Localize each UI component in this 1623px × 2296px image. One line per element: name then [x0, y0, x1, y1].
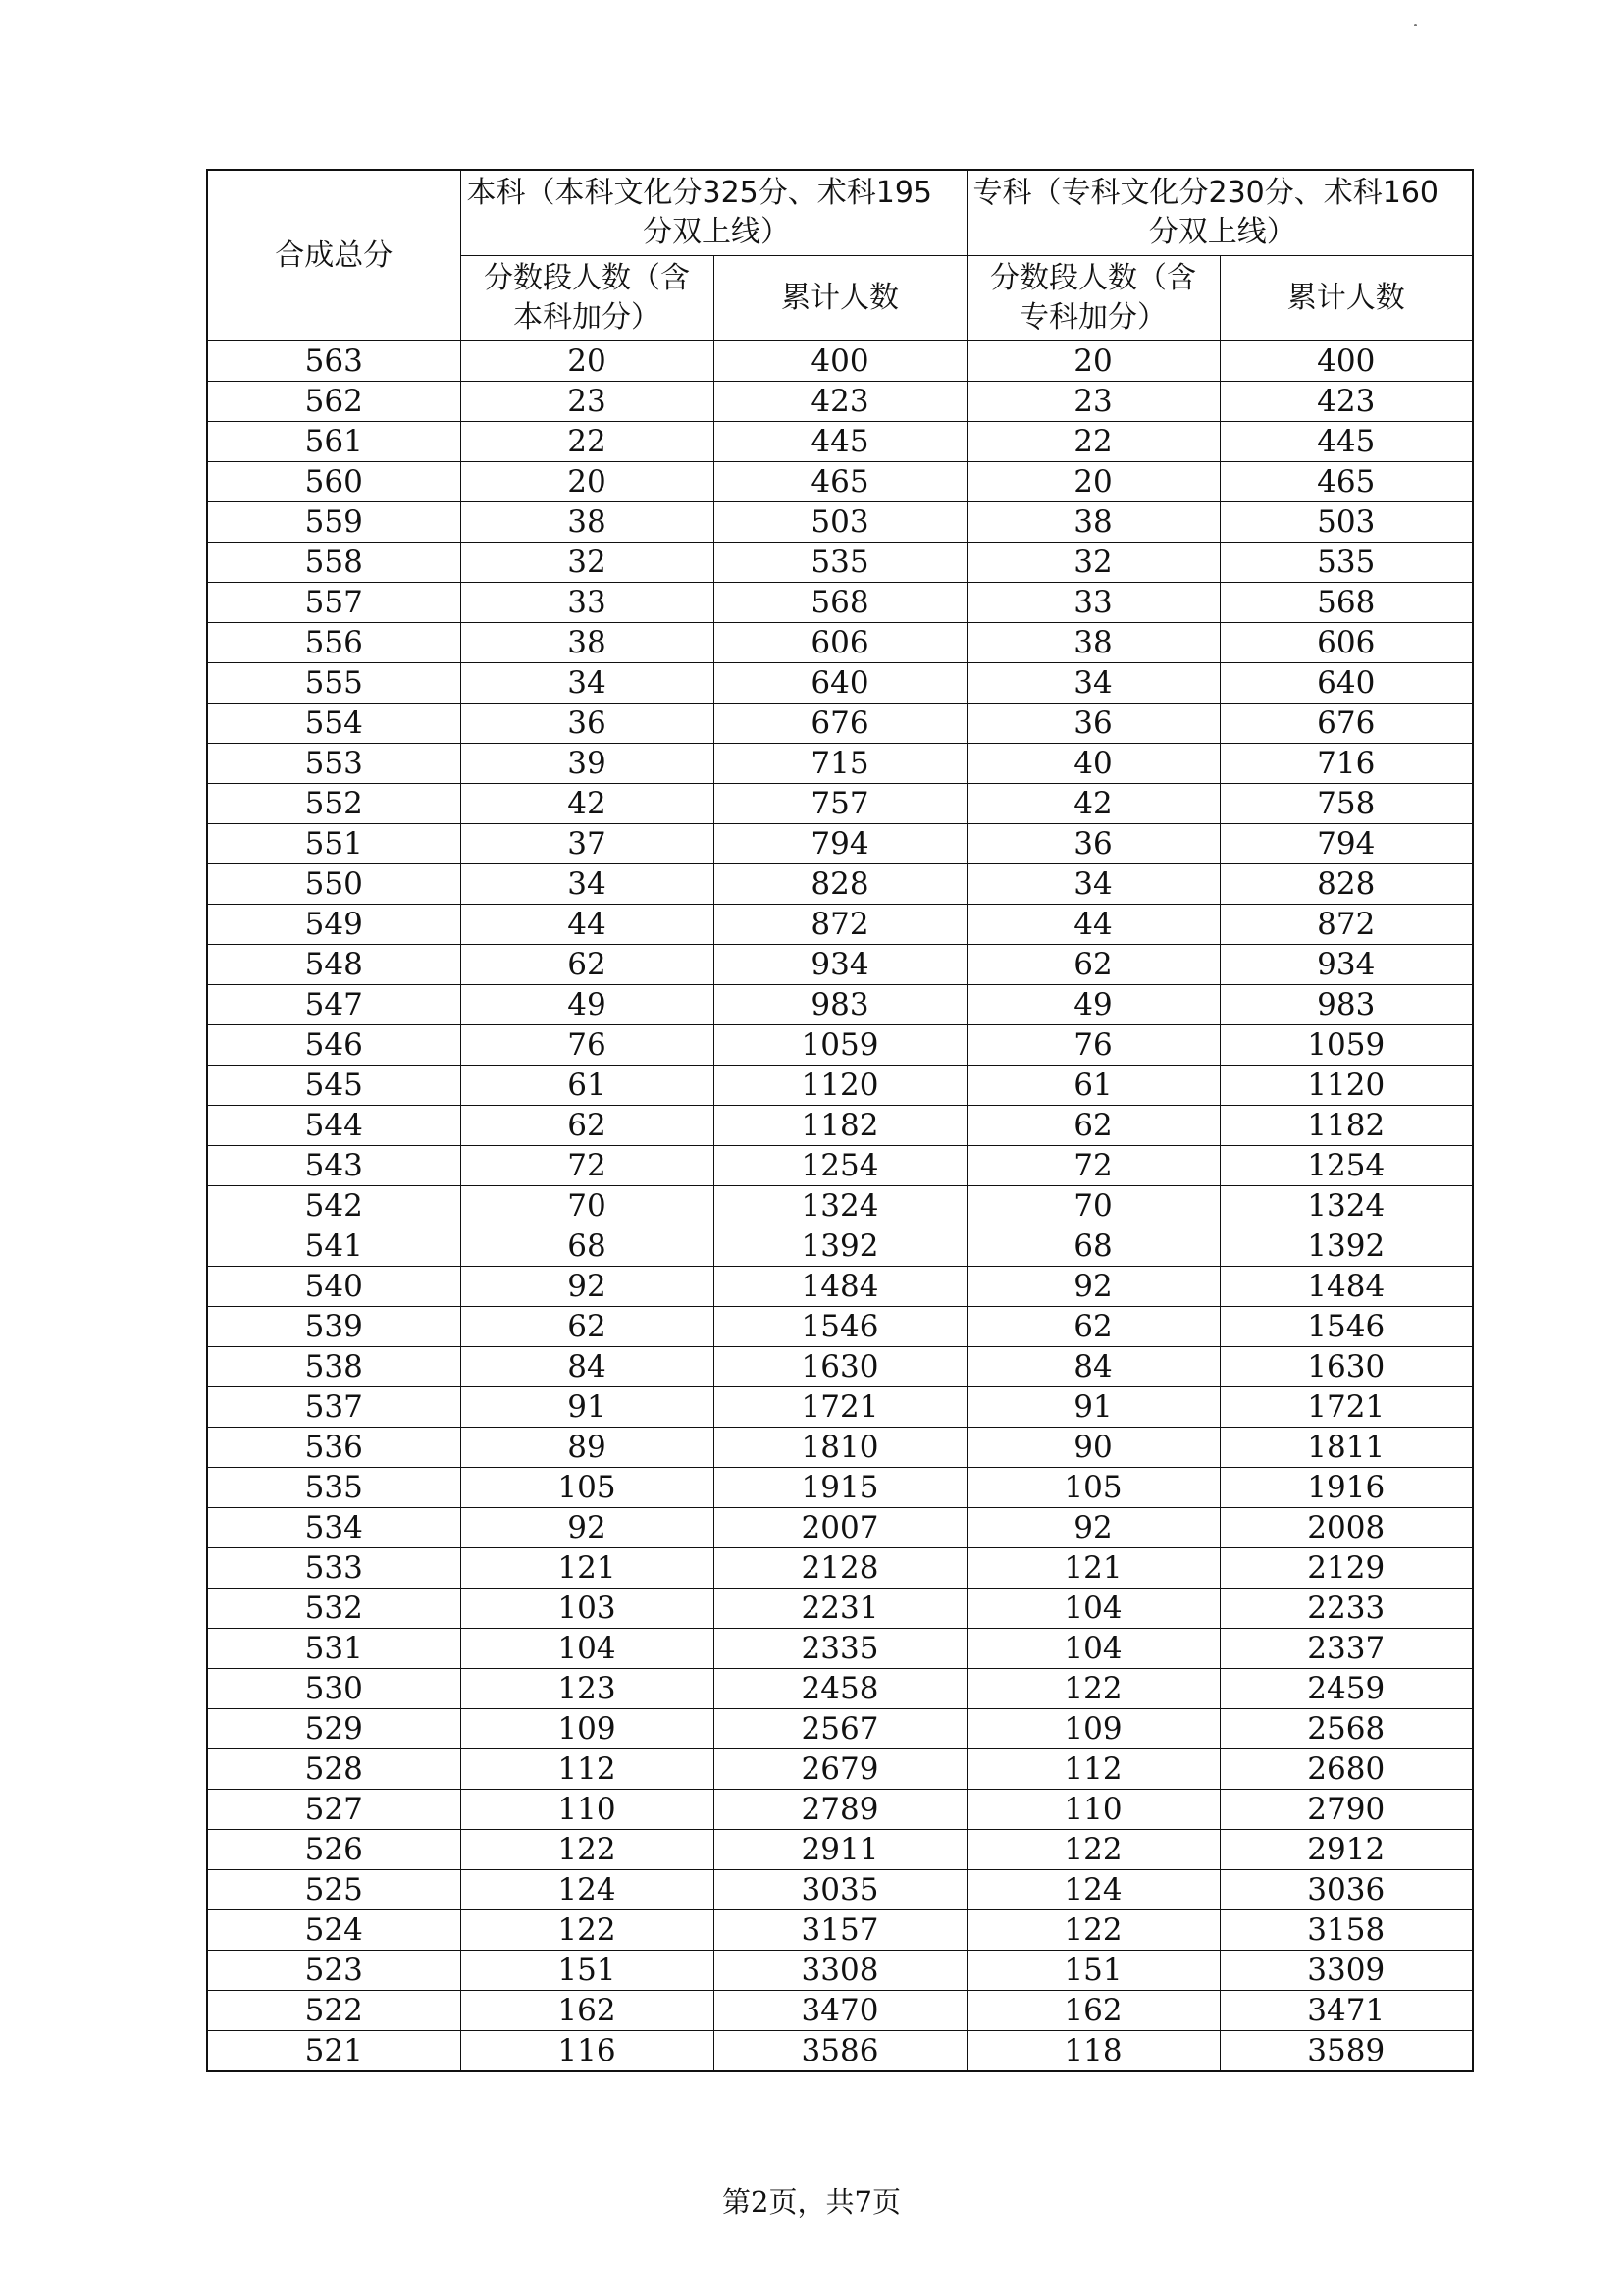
- total-score-cell: 521: [207, 2031, 460, 2072]
- junior-cumulative-cell: 1120: [1220, 1066, 1473, 1106]
- table-row: [207, 1790, 1473, 1830]
- junior-group-line2: 分双上线）: [1148, 215, 1296, 249]
- total-score-cell: 552: [207, 784, 460, 824]
- table-row: [207, 784, 1473, 824]
- undergrad-cumulative-cell: 535: [713, 543, 967, 583]
- undergrad-segment-cell: 162: [460, 1991, 713, 2031]
- undergrad-segment-cell: 34: [460, 864, 713, 905]
- junior-cumulative-cell: 3036: [1220, 1870, 1473, 1910]
- undergrad-cumulative-cell: 3157: [713, 1910, 967, 1951]
- table-row: [207, 1951, 1473, 1991]
- undergrad-cumulative-cell: 445: [713, 422, 967, 462]
- total-score-cell: 533: [207, 1548, 460, 1589]
- junior-cumulative-cell: 1721: [1220, 1387, 1473, 1428]
- undergrad-cumulative-cell: 676: [713, 704, 967, 744]
- undergrad-segment-cell: 23: [460, 382, 713, 422]
- junior-segment-cell: 92: [967, 1267, 1220, 1307]
- total-score-cell: 547: [207, 985, 460, 1025]
- junior-segment-cell: 122: [967, 1830, 1220, 1870]
- total-score-cell: 558: [207, 543, 460, 583]
- undergrad-cumulative-cell: 1915: [713, 1468, 967, 1508]
- undergrad-segment-cell: 104: [460, 1629, 713, 1669]
- total-score-cell: 532: [207, 1589, 460, 1629]
- total-score-cell: 556: [207, 623, 460, 663]
- junior-segment-cell: 151: [967, 1951, 1220, 1991]
- undergrad-segment-cell: 70: [460, 1186, 713, 1226]
- undergrad-segment-cell: 122: [460, 1910, 713, 1951]
- total-score-cell: 562: [207, 382, 460, 422]
- total-score-cell: 531: [207, 1629, 460, 1669]
- junior-cumulative-cell: 676: [1220, 704, 1473, 744]
- table-row: [207, 1709, 1473, 1749]
- table-row: [207, 1307, 1473, 1347]
- total-score-cell: 549: [207, 905, 460, 945]
- table-row: [207, 543, 1473, 583]
- junior-cumulative-cell: 934: [1220, 945, 1473, 985]
- junior-cumulative-cell: 2680: [1220, 1749, 1473, 1790]
- undergrad-segment-cell: 49: [460, 985, 713, 1025]
- table-row: [207, 1870, 1473, 1910]
- junior-cumulative-cell: 2337: [1220, 1629, 1473, 1669]
- undergrad-cumulative-cell: 3586: [713, 2031, 967, 2072]
- undergrad-cumulative-cell: 2567: [713, 1709, 967, 1749]
- total-score-cell: 528: [207, 1749, 460, 1790]
- table-row: [207, 1468, 1473, 1508]
- undergrad-cumulative-cell: 1630: [713, 1347, 967, 1387]
- table-row: [207, 1830, 1473, 1870]
- junior-segment-cell: 20: [967, 341, 1220, 382]
- junior-segment-cell: 22: [967, 422, 1220, 462]
- total-score-cell: 522: [207, 1991, 460, 2031]
- undergrad-segment-cell: 76: [460, 1025, 713, 1066]
- junior-cumulative-cell: 2129: [1220, 1548, 1473, 1589]
- junior-segment-cell: 34: [967, 864, 1220, 905]
- junior-segment-cell: 34: [967, 663, 1220, 704]
- junior-cumulative-cell: 3589: [1220, 2031, 1473, 2072]
- total-score-cell: 540: [207, 1267, 460, 1307]
- table-row: [207, 462, 1473, 502]
- undergrad-segment-cell: 123: [460, 1669, 713, 1709]
- undergrad-cumulative-header: 累计人数: [713, 256, 967, 341]
- junior-cumulative-cell: 2568: [1220, 1709, 1473, 1749]
- junior-segment-cell: 42: [967, 784, 1220, 824]
- undergrad-cumulative-cell: 1392: [713, 1226, 967, 1267]
- total-score-cell: 527: [207, 1790, 460, 1830]
- total-score-cell: 553: [207, 744, 460, 784]
- junior-cumulative-cell: 445: [1220, 422, 1473, 462]
- junior-cumulative-cell: 1630: [1220, 1347, 1473, 1387]
- junior-segment-cell: 104: [967, 1589, 1220, 1629]
- undergrad-segment-cell: 62: [460, 1106, 713, 1146]
- junior-segment-cell: 162: [967, 1991, 1220, 2031]
- undergrad-segment-cell: 22: [460, 422, 713, 462]
- junior-segment-cell: 90: [967, 1428, 1220, 1468]
- undergrad-segment-cell: 62: [460, 1307, 713, 1347]
- table-row: [207, 1910, 1473, 1951]
- total-score-cell: 537: [207, 1387, 460, 1428]
- table-row: [207, 1025, 1473, 1066]
- junior-segment-cell: 112: [967, 1749, 1220, 1790]
- undergrad-segment-cell: 72: [460, 1146, 713, 1186]
- undergrad-segment-cell: 103: [460, 1589, 713, 1629]
- junior-cumulative-cell: 535: [1220, 543, 1473, 583]
- score-distribution-table: [206, 169, 1474, 2072]
- junior-segment-cell: 104: [967, 1629, 1220, 1669]
- undergrad-segment-cell: 109: [460, 1709, 713, 1749]
- undergrad-segment-cell: 34: [460, 663, 713, 704]
- undergrad-cumulative-cell: 2335: [713, 1629, 967, 1669]
- junior-segment-cell: 49: [967, 985, 1220, 1025]
- undergrad-segment-header: [460, 256, 713, 341]
- score-column-header: 合成总分: [207, 170, 460, 341]
- undergrad-group-line1: 本科（本科文化分325分、术科195: [466, 176, 933, 210]
- junior-segment-cell: 36: [967, 824, 1220, 864]
- table-row: [207, 1589, 1473, 1629]
- junior-cumulative-cell: 758: [1220, 784, 1473, 824]
- junior-cumulative-cell: 716: [1220, 744, 1473, 784]
- undergrad-cumulative-cell: 2007: [713, 1508, 967, 1548]
- junior-segment-cell: 92: [967, 1508, 1220, 1548]
- total-score-cell: 523: [207, 1951, 460, 1991]
- total-score-cell: 548: [207, 945, 460, 985]
- undergrad-cumulative-cell: 568: [713, 583, 967, 623]
- undergrad-cumulative-cell: 1484: [713, 1267, 967, 1307]
- junior-cumulative-cell: 606: [1220, 623, 1473, 663]
- table-row: [207, 1428, 1473, 1468]
- total-score-cell: 554: [207, 704, 460, 744]
- total-score-cell: 544: [207, 1106, 460, 1146]
- undergrad-cumulative-cell: 828: [713, 864, 967, 905]
- undergrad-cumulative-cell: 1324: [713, 1186, 967, 1226]
- undergrad-segment-cell: 32: [460, 543, 713, 583]
- undergrad-segment-cell: 20: [460, 462, 713, 502]
- undergrad-segment-cell: 89: [460, 1428, 713, 1468]
- junior-segment-cell: 61: [967, 1066, 1220, 1106]
- undergrad-cumulative-cell: 983: [713, 985, 967, 1025]
- junior-segment-cell: 62: [967, 945, 1220, 985]
- junior-segment-cell: 38: [967, 502, 1220, 543]
- table-row: [207, 985, 1473, 1025]
- junior-segment-cell: 121: [967, 1548, 1220, 1589]
- undergrad-segment-cell: 68: [460, 1226, 713, 1267]
- undergrad-cumulative-cell: 1254: [713, 1146, 967, 1186]
- junior-cumulative-cell: 828: [1220, 864, 1473, 905]
- undergrad-segment-cell: 44: [460, 905, 713, 945]
- junior-segment-cell: 20: [967, 462, 1220, 502]
- undergrad-segment-cell: 116: [460, 2031, 713, 2072]
- undergrad-segment-line2: 本科加分）: [513, 300, 660, 335]
- undergrad-cumulative-cell: 2128: [713, 1548, 967, 1589]
- junior-segment-header: [967, 256, 1220, 341]
- junior-cumulative-cell: 1546: [1220, 1307, 1473, 1347]
- table-row: [207, 341, 1473, 382]
- junior-segment-cell: 40: [967, 744, 1220, 784]
- junior-cumulative-cell: 1059: [1220, 1025, 1473, 1066]
- junior-cumulative-cell: 2790: [1220, 1790, 1473, 1830]
- undergrad-segment-cell: 151: [460, 1951, 713, 1991]
- junior-group-header: [967, 170, 1473, 256]
- junior-cumulative-cell: 1392: [1220, 1226, 1473, 1267]
- table-row: [207, 1629, 1473, 1669]
- junior-cumulative-cell: 983: [1220, 985, 1473, 1025]
- total-score-cell: 542: [207, 1186, 460, 1226]
- undergrad-segment-cell: 92: [460, 1267, 713, 1307]
- junior-cumulative-cell: 503: [1220, 502, 1473, 543]
- table-row: [207, 1991, 1473, 2031]
- total-score-cell: 535: [207, 1468, 460, 1508]
- table-row: [207, 583, 1473, 623]
- undergrad-cumulative-cell: 3308: [713, 1951, 967, 1991]
- table-row: [207, 1106, 1473, 1146]
- total-score-cell: 551: [207, 824, 460, 864]
- undergrad-segment-cell: 38: [460, 502, 713, 543]
- junior-cumulative-cell: 640: [1220, 663, 1473, 704]
- table-row: [207, 1267, 1473, 1307]
- undergrad-segment-cell: 92: [460, 1508, 713, 1548]
- junior-cumulative-cell: 1484: [1220, 1267, 1473, 1307]
- undergrad-cumulative-cell: 640: [713, 663, 967, 704]
- undergrad-cumulative-cell: 872: [713, 905, 967, 945]
- undergrad-segment-cell: 36: [460, 704, 713, 744]
- undergrad-cumulative-cell: 1059: [713, 1025, 967, 1066]
- undergrad-cumulative-cell: 2458: [713, 1669, 967, 1709]
- undergrad-segment-cell: 38: [460, 623, 713, 663]
- undergrad-cumulative-cell: 1810: [713, 1428, 967, 1468]
- total-score-cell: 538: [207, 1347, 460, 1387]
- junior-cumulative-cell: 1182: [1220, 1106, 1473, 1146]
- undergrad-cumulative-cell: 606: [713, 623, 967, 663]
- undergrad-segment-cell: 112: [460, 1749, 713, 1790]
- junior-segment-cell: 38: [967, 623, 1220, 663]
- table-row: [207, 1066, 1473, 1106]
- undergrad-cumulative-cell: 465: [713, 462, 967, 502]
- undergrad-segment-cell: 84: [460, 1347, 713, 1387]
- junior-cumulative-cell: 1811: [1220, 1428, 1473, 1468]
- junior-segment-cell: 122: [967, 1910, 1220, 1951]
- header-row-1: [207, 170, 1473, 256]
- total-score-cell: 543: [207, 1146, 460, 1186]
- total-score-cell: 530: [207, 1669, 460, 1709]
- undergrad-cumulative-cell: 794: [713, 824, 967, 864]
- junior-segment-cell: 91: [967, 1387, 1220, 1428]
- undergrad-cumulative-cell: 503: [713, 502, 967, 543]
- undergrad-cumulative-cell: 423: [713, 382, 967, 422]
- table-row: [207, 1749, 1473, 1790]
- table-row: [207, 744, 1473, 784]
- junior-segment-cell: 105: [967, 1468, 1220, 1508]
- junior-cumulative-header: 累计人数: [1220, 256, 1473, 341]
- table-row: [207, 1508, 1473, 1548]
- undergrad-cumulative-cell: 2679: [713, 1749, 967, 1790]
- junior-segment-cell: 76: [967, 1025, 1220, 1066]
- total-score-cell: 560: [207, 462, 460, 502]
- total-score-cell: 563: [207, 341, 460, 382]
- undergrad-segment-cell: 105: [460, 1468, 713, 1508]
- table-body: [207, 341, 1473, 2072]
- table-row: [207, 945, 1473, 985]
- junior-segment-line1: 分数段人数（含: [990, 261, 1196, 295]
- undergrad-segment-cell: 20: [460, 341, 713, 382]
- junior-segment-cell: 44: [967, 905, 1220, 945]
- total-score-cell: 524: [207, 1910, 460, 1951]
- undergrad-cumulative-cell: 3035: [713, 1870, 967, 1910]
- undergrad-cumulative-cell: 757: [713, 784, 967, 824]
- undergrad-segment-cell: 121: [460, 1548, 713, 1589]
- total-score-cell: 550: [207, 864, 460, 905]
- undergrad-cumulative-cell: 1546: [713, 1307, 967, 1347]
- page-number: 第2页，共7页: [722, 2185, 901, 2218]
- table-row: [207, 824, 1473, 864]
- table-row: [207, 704, 1473, 744]
- table-row: [207, 422, 1473, 462]
- undergrad-cumulative-cell: 3470: [713, 1991, 967, 2031]
- table-row: [207, 1226, 1473, 1267]
- junior-segment-cell: 109: [967, 1709, 1220, 1749]
- table-row: [207, 864, 1473, 905]
- junior-cumulative-cell: 2233: [1220, 1589, 1473, 1629]
- junior-segment-cell: 62: [967, 1307, 1220, 1347]
- junior-cumulative-cell: 1254: [1220, 1146, 1473, 1186]
- junior-cumulative-cell: 1324: [1220, 1186, 1473, 1226]
- total-score-cell: 559: [207, 502, 460, 543]
- junior-segment-line2: 专科加分）: [1020, 300, 1167, 335]
- table-row: [207, 623, 1473, 663]
- undergrad-group-header: [460, 170, 967, 256]
- total-score-cell: 529: [207, 1709, 460, 1749]
- total-score-cell: 539: [207, 1307, 460, 1347]
- table-row: [207, 382, 1473, 422]
- table-header: [207, 170, 1473, 341]
- junior-cumulative-cell: 872: [1220, 905, 1473, 945]
- undergrad-segment-cell: 110: [460, 1790, 713, 1830]
- junior-segment-cell: 32: [967, 543, 1220, 583]
- undergrad-cumulative-cell: 1721: [713, 1387, 967, 1428]
- junior-cumulative-cell: 2008: [1220, 1508, 1473, 1548]
- undergrad-cumulative-cell: 1120: [713, 1066, 967, 1106]
- undergrad-segment-cell: 62: [460, 945, 713, 985]
- junior-segment-cell: 70: [967, 1186, 1220, 1226]
- total-score-cell: 536: [207, 1428, 460, 1468]
- table-row: [207, 663, 1473, 704]
- undergrad-group-line2: 分双上线）: [643, 215, 790, 249]
- undergrad-segment-cell: 42: [460, 784, 713, 824]
- total-score-cell: 545: [207, 1066, 460, 1106]
- junior-segment-cell: 36: [967, 704, 1220, 744]
- total-score-cell: 557: [207, 583, 460, 623]
- undergrad-cumulative-cell: 715: [713, 744, 967, 784]
- total-score-cell: 555: [207, 663, 460, 704]
- table-row: [207, 1347, 1473, 1387]
- table-row: [207, 2031, 1473, 2072]
- undergrad-segment-cell: 91: [460, 1387, 713, 1428]
- table-row: [207, 502, 1473, 543]
- junior-cumulative-cell: 400: [1220, 341, 1473, 382]
- undergrad-segment-cell: 39: [460, 744, 713, 784]
- undergrad-segment-cell: 124: [460, 1870, 713, 1910]
- junior-cumulative-cell: 1916: [1220, 1468, 1473, 1508]
- junior-segment-cell: 122: [967, 1669, 1220, 1709]
- total-score-cell: 526: [207, 1830, 460, 1870]
- total-score-cell: 546: [207, 1025, 460, 1066]
- junior-cumulative-cell: 794: [1220, 824, 1473, 864]
- junior-cumulative-cell: 3309: [1220, 1951, 1473, 1991]
- undergrad-segment-cell: 37: [460, 824, 713, 864]
- junior-segment-cell: 110: [967, 1790, 1220, 1830]
- junior-segment-cell: 33: [967, 583, 1220, 623]
- junior-cumulative-cell: 423: [1220, 382, 1473, 422]
- junior-segment-cell: 84: [967, 1347, 1220, 1387]
- table-row: [207, 1548, 1473, 1589]
- undergrad-segment-cell: 33: [460, 583, 713, 623]
- junior-cumulative-cell: 2912: [1220, 1830, 1473, 1870]
- junior-segment-cell: 118: [967, 2031, 1220, 2072]
- undergrad-segment-cell: 61: [460, 1066, 713, 1106]
- junior-cumulative-cell: 3471: [1220, 1991, 1473, 2031]
- table-row: [207, 1186, 1473, 1226]
- junior-cumulative-cell: 568: [1220, 583, 1473, 623]
- scan-dot: [1414, 24, 1417, 26]
- undergrad-cumulative-cell: 2789: [713, 1790, 967, 1830]
- junior-group-line1: 专科（专科文化分230分、术科160: [972, 176, 1440, 210]
- total-score-cell: 561: [207, 422, 460, 462]
- undergrad-cumulative-cell: 400: [713, 341, 967, 382]
- junior-segment-cell: 72: [967, 1146, 1220, 1186]
- table-row: [207, 1669, 1473, 1709]
- junior-segment-cell: 68: [967, 1226, 1220, 1267]
- junior-cumulative-cell: 2459: [1220, 1669, 1473, 1709]
- junior-segment-cell: 62: [967, 1106, 1220, 1146]
- total-score-cell: 541: [207, 1226, 460, 1267]
- undergrad-cumulative-cell: 1182: [713, 1106, 967, 1146]
- undergrad-cumulative-cell: 2231: [713, 1589, 967, 1629]
- undergrad-segment-cell: 122: [460, 1830, 713, 1870]
- table-row: [207, 905, 1473, 945]
- junior-segment-cell: 23: [967, 382, 1220, 422]
- junior-segment-cell: 124: [967, 1870, 1220, 1910]
- total-score-cell: 525: [207, 1870, 460, 1910]
- undergrad-segment-line1: 分数段人数（含: [484, 261, 690, 295]
- junior-cumulative-cell: 3158: [1220, 1910, 1473, 1951]
- junior-cumulative-cell: 465: [1220, 462, 1473, 502]
- total-score-cell: 534: [207, 1508, 460, 1548]
- undergrad-cumulative-cell: 2911: [713, 1830, 967, 1870]
- undergrad-cumulative-cell: 934: [713, 945, 967, 985]
- table-row: [207, 1387, 1473, 1428]
- table-row: [207, 1146, 1473, 1186]
